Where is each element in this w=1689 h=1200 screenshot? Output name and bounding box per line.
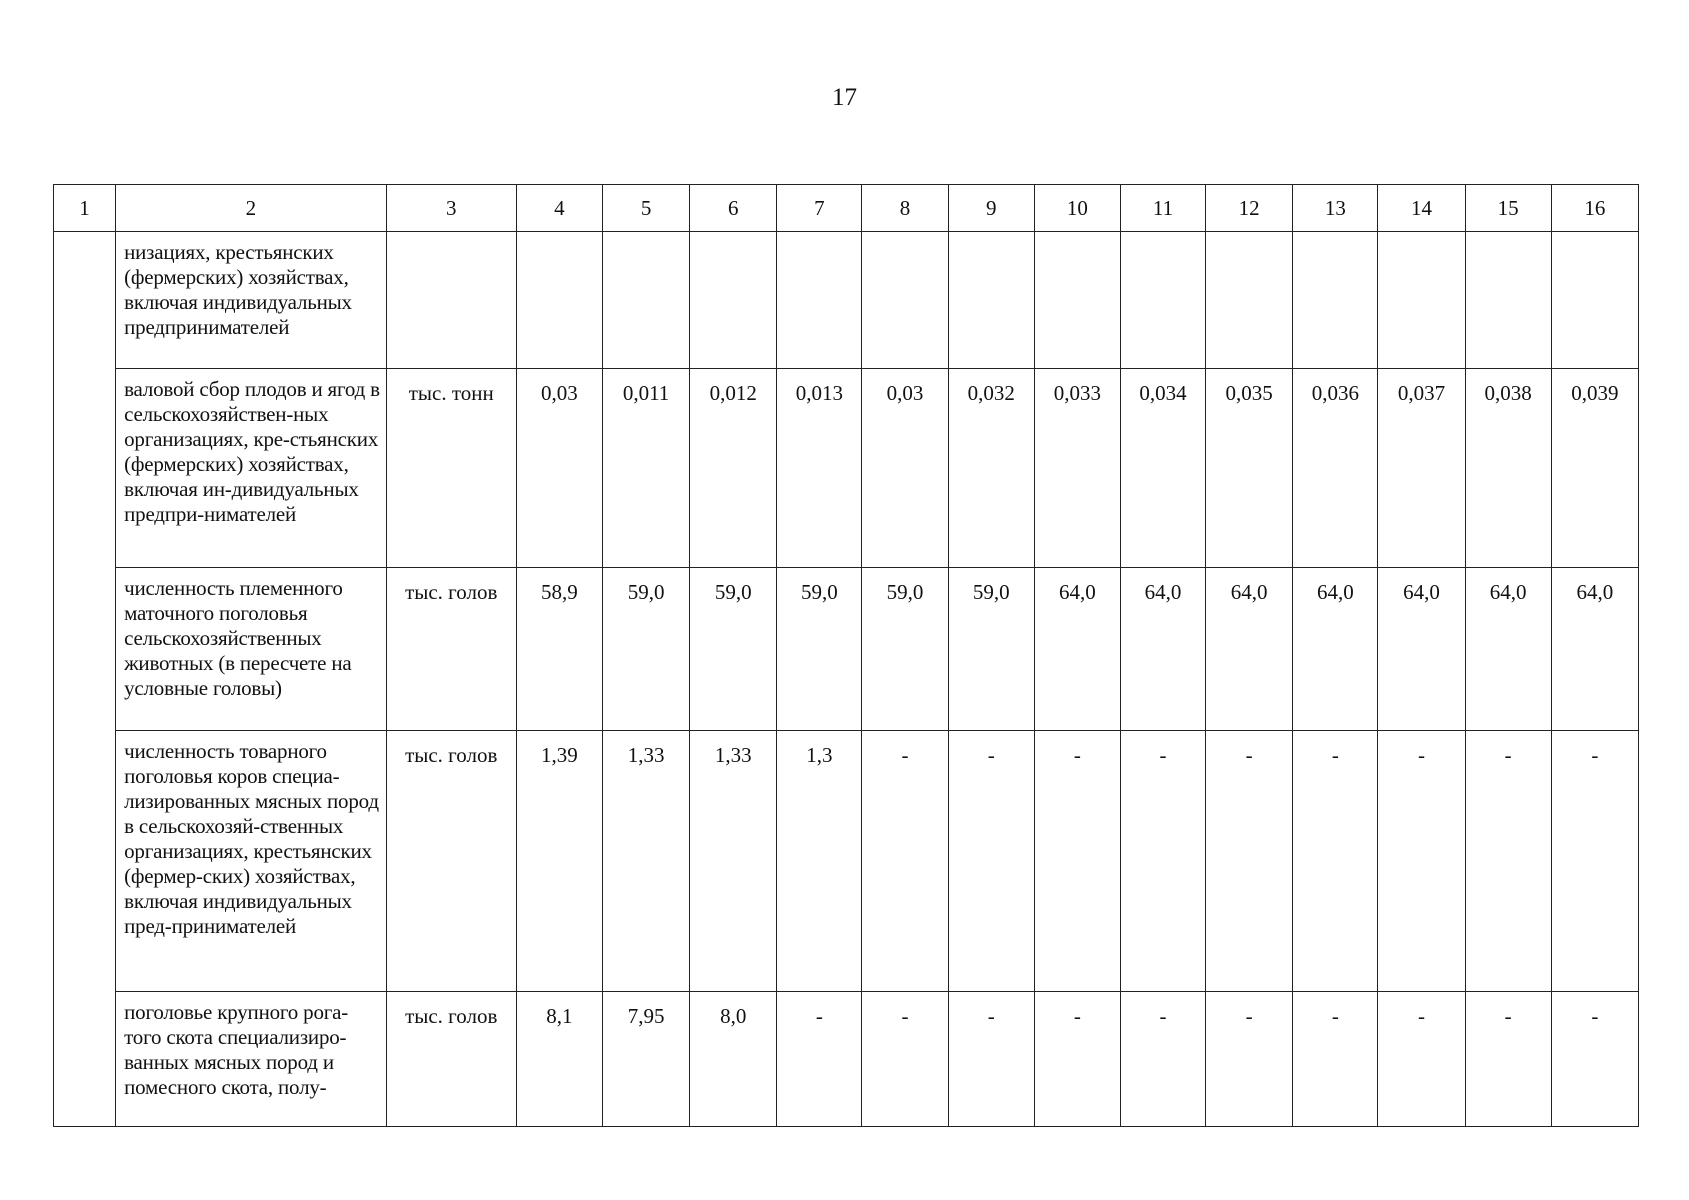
value-cell: 7,95 [603,992,690,1127]
column-header: 12 [1206,185,1293,232]
column-header: 9 [948,185,1034,232]
page-number: 17 [832,84,857,111]
value-cell: 0,013 [777,369,862,568]
column-header: 13 [1293,185,1378,232]
value-cell: - [1120,731,1205,992]
column-header: 16 [1551,185,1638,232]
value-cell [1378,232,1465,369]
value-cell: 0,011 [603,369,690,568]
value-cell [862,232,948,369]
header-row [54,185,1639,232]
value-cell: 0,037 [1378,369,1465,568]
unit-cell: тыс. голов [386,992,516,1127]
value-cell: 8,0 [690,992,777,1127]
value-cell: 64,0 [1293,568,1378,731]
value-cell: - [1551,992,1638,1127]
value-cell: - [1206,731,1293,992]
table-row [54,992,1639,1127]
value-cell: 59,0 [948,568,1034,731]
value-cell: 59,0 [690,568,777,731]
value-cell: 64,0 [1206,568,1293,731]
indicator-description: численность племенного маточного поголовья сельскохозяйственных животных (в пересчете на условные головы) [116,568,387,731]
value-cell: - [1378,731,1465,992]
column-header: 3 [386,185,516,232]
table-body [54,185,1639,1127]
value-cell: 0,034 [1120,369,1205,568]
value-cell: 59,0 [862,568,948,731]
value-cell: - [1120,992,1205,1127]
value-cell: 58,9 [516,568,602,731]
value-cell [1034,232,1120,369]
value-cell: 1,3 [777,731,862,992]
value-cell: - [862,731,948,992]
value-cell: - [1206,992,1293,1127]
value-cell: 0,033 [1034,369,1120,568]
value-cell [516,232,602,369]
value-cell [690,232,777,369]
column-header: 5 [603,185,690,232]
column-header: 7 [777,185,862,232]
column-header: 2 [116,185,387,232]
value-cell [1120,232,1205,369]
value-cell: 0,03 [862,369,948,568]
unit-cell: тыс. голов [386,568,516,731]
value-cell: 0,039 [1551,369,1638,568]
value-cell [1293,232,1378,369]
value-cell: 0,03 [516,369,602,568]
value-cell: 1,39 [516,731,602,992]
value-cell: - [1293,992,1378,1127]
value-cell: - [948,992,1034,1127]
column-header: 10 [1034,185,1120,232]
value-cell: 1,33 [690,731,777,992]
value-cell [1465,232,1551,369]
column-header: 1 [54,185,116,232]
value-cell: - [1293,731,1378,992]
value-cell [948,232,1034,369]
value-cell: - [777,992,862,1127]
value-cell [1551,232,1638,369]
indicator-description: низациях, крестьянских (фермерских) хозяйствах, включая индивидуальных предпринимателей [116,232,387,369]
value-cell: - [948,731,1034,992]
value-cell: 64,0 [1378,568,1465,731]
value-cell: 0,012 [690,369,777,568]
unit-cell [386,232,516,369]
value-cell: - [1551,731,1638,992]
column-header: 4 [516,185,602,232]
value-cell: 8,1 [516,992,602,1127]
value-cell: 64,0 [1551,568,1638,731]
value-cell: 0,032 [948,369,1034,568]
unit-cell: тыс. тонн [386,369,516,568]
column-header: 6 [690,185,777,232]
value-cell: 59,0 [777,568,862,731]
table-row [54,731,1639,992]
value-cell [777,232,862,369]
value-cell: 64,0 [1120,568,1205,731]
indicator-description: численность товарного поголовья коров специа-лизированных мясных пород в сельскохозяй-ственных организациях, крестьянских (фермер-ских) хозяйствах, включая индивидуальных пред-принимателей [116,731,387,992]
column-header: 8 [862,185,948,232]
value-cell: 64,0 [1034,568,1120,731]
value-cell: - [862,992,948,1127]
value-cell [1206,232,1293,369]
value-cell [603,232,690,369]
row-index-cell [54,232,116,1127]
value-cell: 1,33 [603,731,690,992]
indicator-description: поголовье крупного рога-того скота специализиро-ванных мясных пород и помесного скота, полу- [116,992,387,1127]
data-table [53,184,1639,1127]
unit-cell: тыс. голов [386,731,516,992]
indicator-description: валовой сбор плодов и ягод в сельскохозяйствен-ных организациях, кре-стьянских (фермерских) хозяйствах, включая ин-дивидуальных предпри-нимателей [116,369,387,568]
value-cell: - [1465,992,1551,1127]
column-header: 14 [1378,185,1465,232]
value-cell: 59,0 [603,568,690,731]
column-header: 15 [1465,185,1551,232]
value-cell: - [1378,992,1465,1127]
table-row [54,232,1639,369]
value-cell: 64,0 [1465,568,1551,731]
value-cell: - [1034,731,1120,992]
table-row [54,369,1639,568]
value-cell: 0,035 [1206,369,1293,568]
column-header: 11 [1120,185,1205,232]
table-row [54,568,1639,731]
value-cell: - [1465,731,1551,992]
value-cell: 0,036 [1293,369,1378,568]
value-cell: 0,038 [1465,369,1551,568]
value-cell: - [1034,992,1120,1127]
